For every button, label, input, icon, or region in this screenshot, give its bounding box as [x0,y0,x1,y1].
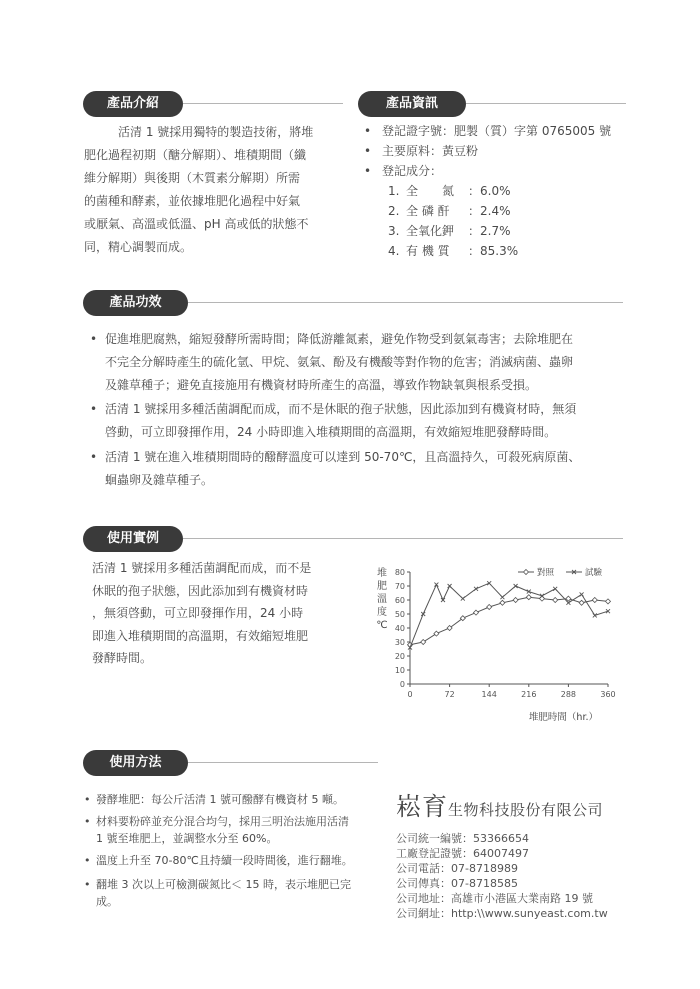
y-tick-label: 70 [394,582,405,591]
component-name: 有 機 質 [406,244,450,258]
example-line: 休眠的孢子狀態，因此添加到有機資材時 [92,583,309,598]
series-line-對照 [410,597,608,645]
effect-item [90,328,573,397]
data-point [474,610,479,615]
intro-line: 維分解期）與後期（木質素分解期）所需 [84,171,301,185]
bullet-icon: • [90,402,98,416]
data-point [580,592,584,596]
bullet-icon: • [90,332,98,346]
intro-line: 活清 1 號採用獨特的製造技術，將堆 [118,125,314,139]
method-line: 發酵堆肥：每公斤活清 1 號可醱酵有機資材 5 噸。 [96,793,344,806]
effect-item [90,398,576,444]
method-line: 1 號至堆肥上，並調整水分至 60%。 [96,832,278,845]
data-point [421,640,426,645]
data-point [526,595,531,600]
x-tick-label: 72 [444,690,455,699]
effect-line: 促進堆肥腐熟，縮短發酵所需時間；降低游離氮素，避免作物受到氨氣毒害；去除堆肥在 [105,332,574,346]
bullet-icon: • [90,450,98,464]
y-axis-label-char: 肥 [377,581,387,592]
x-tick-label: 288 [560,690,577,699]
example-paragraph [92,557,311,670]
intro-heading-rule [183,103,343,104]
component-name: 全 氮 [406,184,455,198]
bullet-icon: • [84,854,91,867]
x-tick-label: 360 [600,690,616,699]
data-point [421,612,425,616]
legend-label: 對照 [537,568,555,578]
example-line: ，無須啓動，可立即發揮作用，24 小時 [92,606,304,620]
method-item [84,876,351,910]
y-tick-label: 80 [394,568,405,577]
component-number: 4. [388,244,400,258]
intro-paragraph [84,121,313,259]
example-section-heading: 使用實例 [83,526,183,552]
example-line: 活清 1 號採用多種活菌調配而成，而不是 [92,561,312,575]
bullet-icon: • [84,815,91,828]
effect-line: 及雜草種子；避免直接施用有機資材時所產生的高溫，導致作物缺氧與根系受損。 [105,378,538,392]
effect-line: 活清 1 號採用多種活菌調配而成，而不是休眠的孢子狀態，因此添加到有機資材時，無須 [105,402,577,416]
intro-line: 的菌種和酵素，並依據堆肥化過程中好氣 [84,194,301,208]
data-point [500,595,504,599]
component-value: ：2.7% [468,224,511,238]
bullet-icon: • [364,124,372,138]
y-axis-label-char: ℃ [376,620,388,631]
bullet-icon: • [84,793,91,806]
y-tick-label: 60 [394,596,405,605]
company-fax: 公司傳真：07-8718585 [396,877,518,890]
y-tick-label: 0 [399,680,405,689]
effects-section-heading: 產品功效 [83,290,188,316]
x-axis-label: 堆肥時間（hr.） [528,712,598,723]
component-value: ：2.4% [468,204,511,218]
x-tick-label: 0 [407,690,413,699]
component-name: 全氧化鉀 [406,224,455,238]
y-tick-label: 30 [394,638,405,647]
effect-line: 活清 1 號在進入堆積期間時的醱酵溫度可以達到 50-70℃，且高溫持久，可殺死病原菌、 [105,450,581,464]
legend-label: 試驗 [585,568,603,578]
intro-section-heading: 產品介紹 [83,91,183,117]
company-name [396,787,603,823]
main-ingredient: 主要原料：黃豆粉 [382,144,479,158]
y-axis-label-char: 度 [377,607,387,618]
company-website: 公司網址：http:\\www.sunyeast.com.tw [396,907,608,920]
factory-registration: 工廠登記證號：64007497 [396,847,529,860]
company-tax-id: 公司統一編號：53366654 [396,832,529,845]
company-contact-info [396,831,608,921]
method-item [84,791,344,808]
component-name: 全 磷 酐 [406,204,450,218]
component-number: 1. [388,184,400,198]
effect-line: 不完全分解時產生的硫化氫、甲烷、氨氣、酚及有機酸等對作物的危害；消滅病菌、蟲卵 [105,355,574,369]
info-heading-rule [466,103,626,104]
data-point [606,599,611,604]
example-heading-rule [183,538,623,539]
y-tick-label: 10 [394,666,405,675]
data-point [553,587,557,591]
company-address: 公司地址：高雄市小港區大業南路 19 號 [396,892,593,905]
data-point [500,600,505,605]
data-point [487,581,491,585]
y-tick-label: 50 [394,610,405,619]
data-point [592,598,597,603]
method-item [84,813,349,847]
bullet-icon: • [84,878,91,891]
intro-line: 或厭氣、高溫或低溫、pH 高或低的狀態不 [84,217,309,231]
effect-line: 蛔蟲卵及雜草種子。 [105,473,214,487]
method-line: 翻堆 3 次以上可檢測碳氮比＜ 15 時，表示堆肥已完 [96,878,351,891]
data-point [441,598,445,602]
data-point [540,596,545,601]
compost-temperature-chart [360,560,630,730]
method-heading-rule [188,762,378,763]
component-value: ：85.3% [468,244,519,258]
intro-line: 同，精心調製而成。 [84,240,193,254]
data-point [514,584,518,588]
method-line: 材料要粉碎並充分混合均勻，採用三明治法施用活清 [96,815,349,828]
company-brand: 崧育 [396,792,449,821]
component-number: 2. [388,204,400,218]
component-value: ：6.0% [468,184,511,198]
effect-line: 啓動，可立即發揮作用，24 小時即進入堆積期間的高溫期，有效縮短堆肥發酵時間。 [105,425,557,439]
data-point [461,597,465,601]
bullet-icon: • [364,144,372,158]
method-line: 成。 [96,895,118,908]
data-point [553,598,558,603]
y-tick-label: 40 [394,624,405,633]
legend-marker [524,570,529,575]
bullet-icon: • [364,164,372,178]
data-point [448,584,452,588]
info-section-heading: 產品資訊 [358,91,466,117]
y-axis-label-char: 堆 [377,568,387,579]
data-point [434,583,438,587]
method-section-heading: 使用方法 [83,750,188,776]
effect-item [90,446,580,492]
registered-components-label: 登記成分： [382,164,443,178]
y-tick-label: 20 [394,652,405,661]
series-line-試驗 [410,583,608,647]
example-line: 即進入堆積期間的高溫期，有效縮短堆肥 [92,628,309,643]
x-tick-label: 216 [521,690,537,699]
x-tick-label: 144 [481,690,497,699]
registration-number: 登記證字號：肥製（質）字第 0765005 號 [382,124,612,138]
method-item [84,852,353,869]
company-name-rest: 生物科技股份有限公司 [448,801,604,819]
example-line: 發酵時間。 [92,651,153,665]
data-point [579,600,584,605]
method-line: 溫度上升至 70-80℃且持續一段時間後，進行翻堆。 [96,854,353,867]
component-number: 3. [388,224,400,238]
company-phone: 公司電話：07-8718989 [396,862,518,875]
intro-line: 肥化過程初期（醣分解期）、堆積期間（纖 [84,148,307,162]
effects-heading-rule [188,302,623,303]
data-point [434,631,439,636]
y-axis-label-char: 溫 [377,594,387,605]
data-point [474,587,478,591]
data-point [487,605,492,610]
data-point [513,598,518,603]
